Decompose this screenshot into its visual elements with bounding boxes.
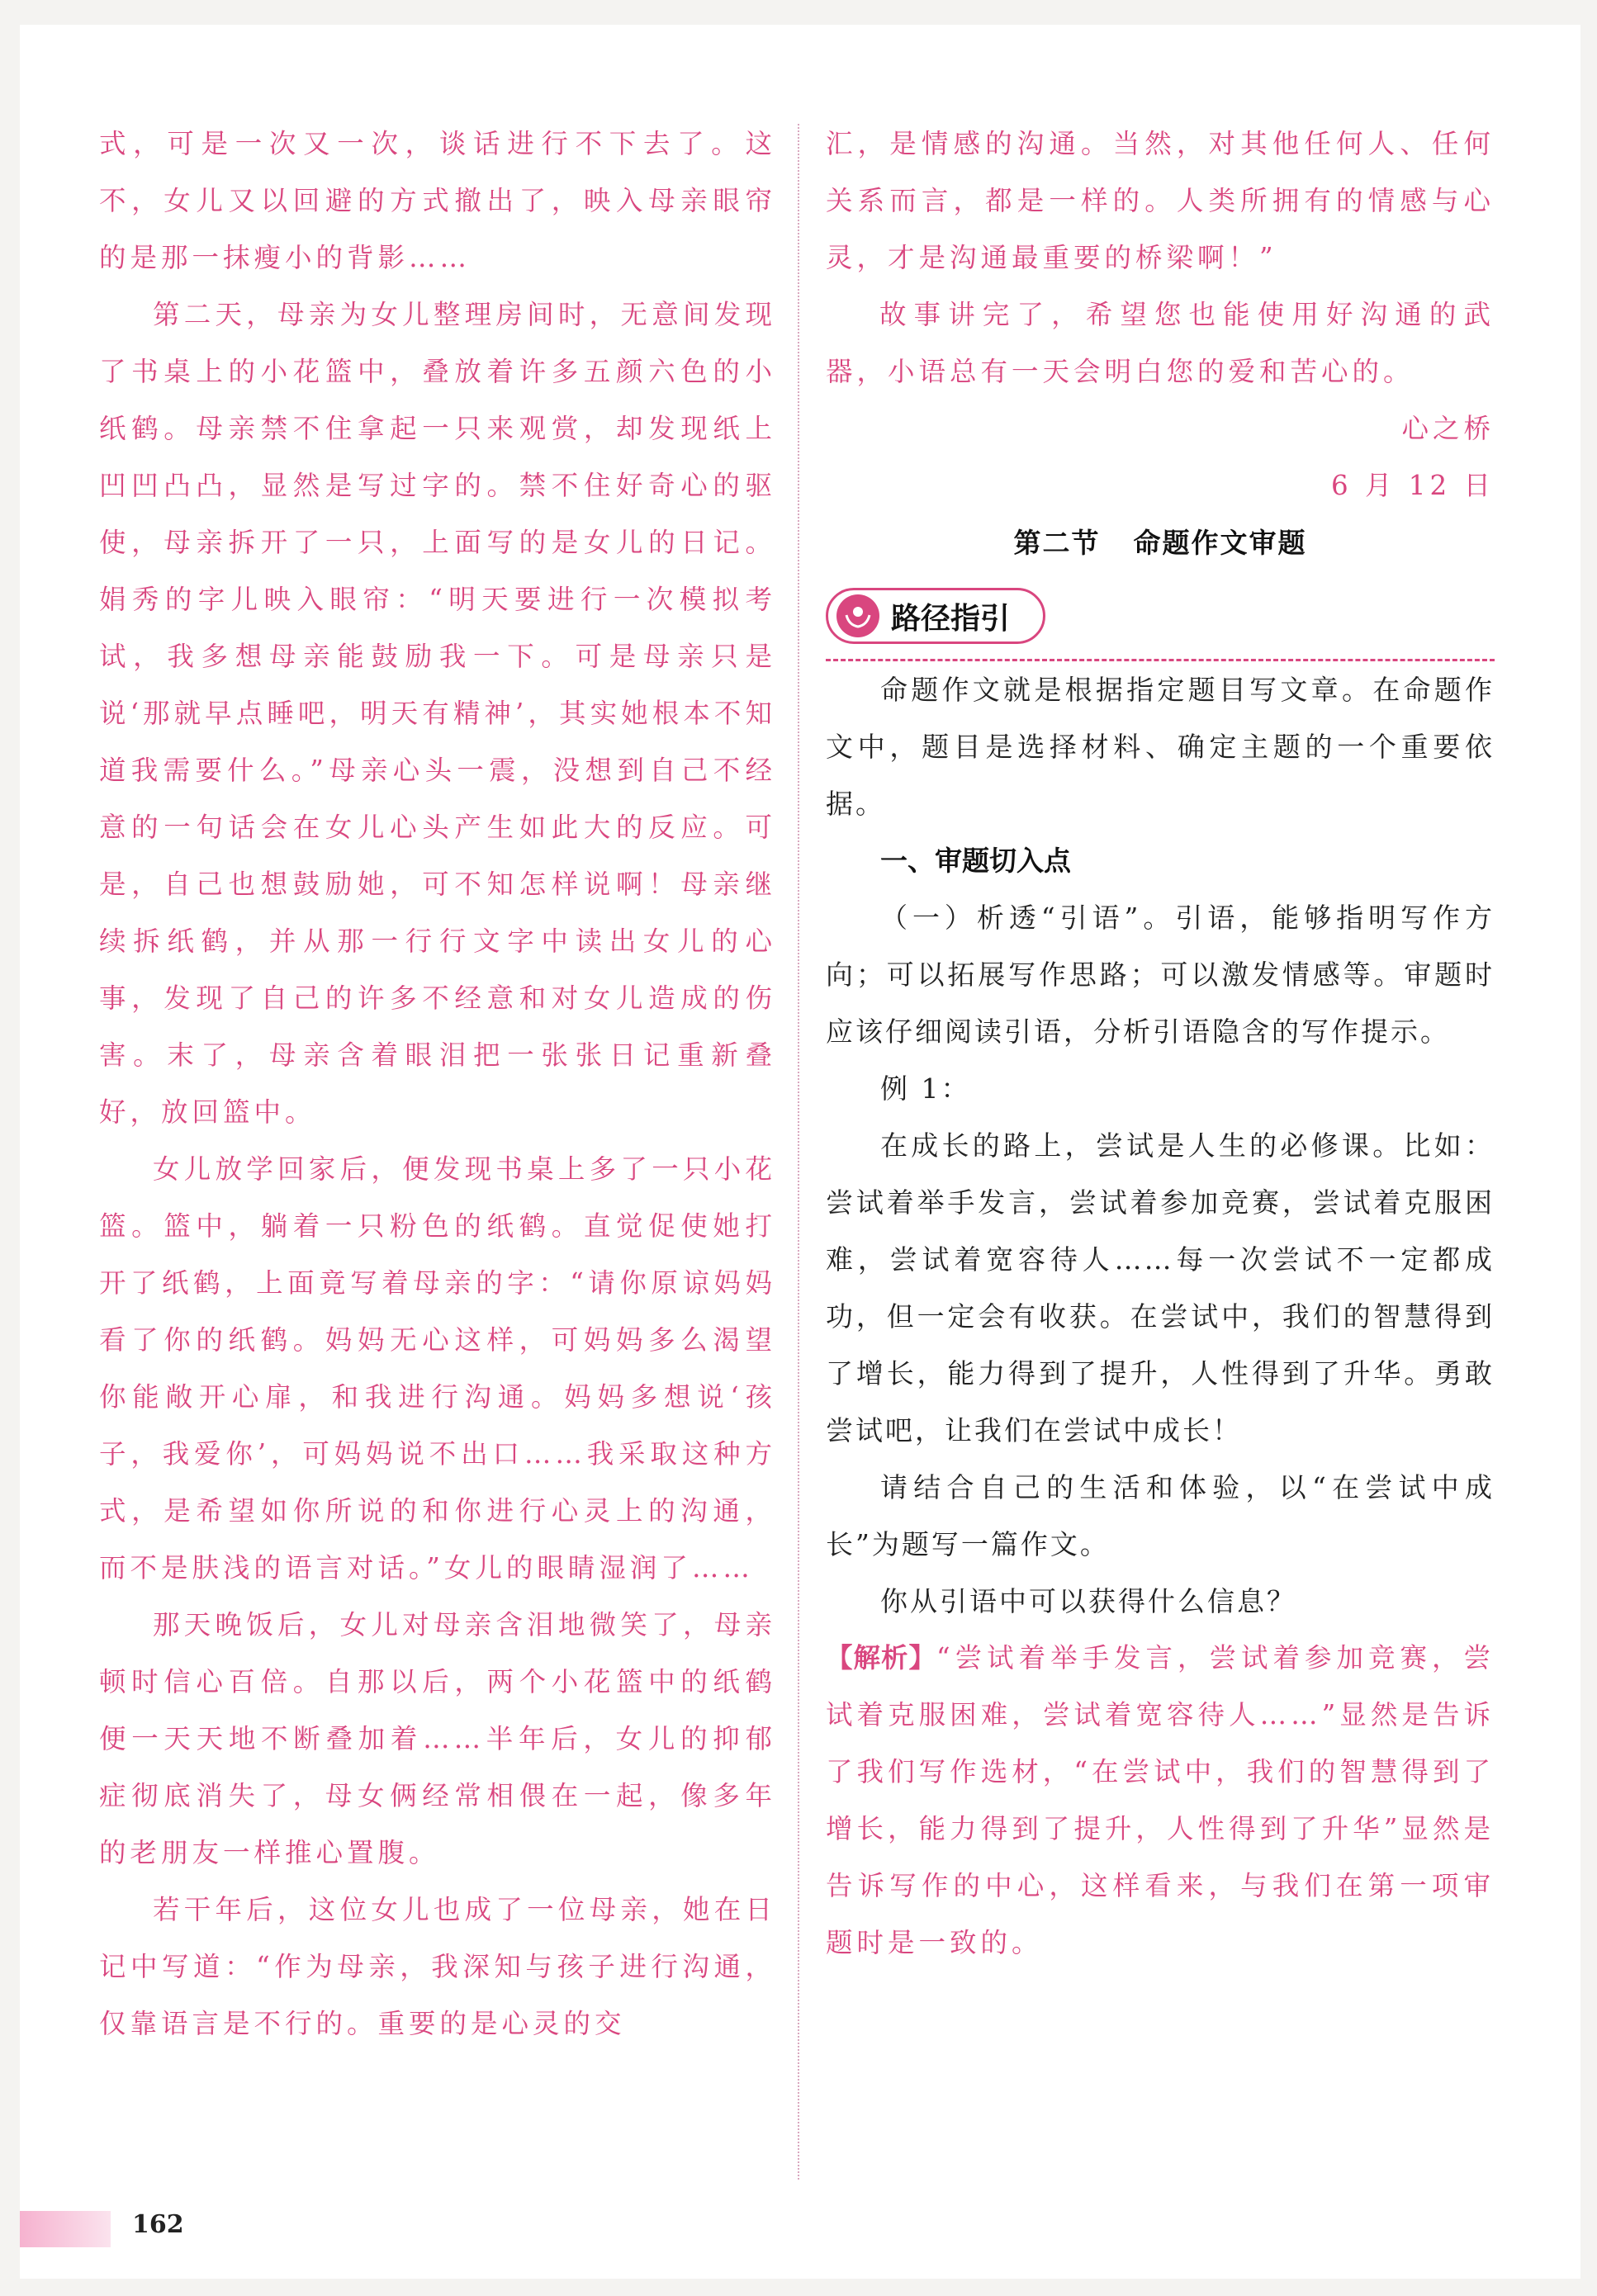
path-guide-label: 路径指引 <box>891 601 1011 636</box>
story-paragraph: 那天晚饭后，女儿对母亲含泪地微笑了，母亲顿时信心百倍。自那以后，两个小花篮中的纸鹤便一天天地不断叠加着……半年后，女儿的抑郁症彻底消失了，母女俩经常相偎在一起，像多年的老朋友一样推心置腹。 <box>99 1609 776 1868</box>
letter-date: 6 月 12 日 <box>1330 470 1495 501</box>
example-label: 例 1： <box>880 1072 971 1105</box>
footer-decoration <box>20 2211 111 2247</box>
story-paragraph: 第二天，母亲为女儿整理房间时，无意间发现了书桌上的小花篮中，叠放着许多五颜六色的小纸鹤。母亲禁不住拿起一只来观赏，却发现纸上凹凹凸凸，显然是写过字的。禁不住好奇心的驱使，母亲拆开了一只，上面写的是女儿的日记。娟秀的字儿映入眼帘：“明天要进行一次模拟考试，我多想母亲能鼓励我一下。可是母亲只是说‘那就早点睡吧，明天有精神’，其实她根本不知道我需要什么。”母亲心头一震，没想到自己不经意的一句话会在女儿心头产生如此大的反应。可是，自己也想鼓励她，可不知怎样说啊！母亲继续拆纸鹤，并从那一行行文字中读出女儿的心事，发现了自己的许多不经意和对女儿造成的伤害。末了，母亲含着眼泪把一张张日记重新叠好，放回篮中。 <box>99 299 776 1128</box>
right-column <box>826 116 1495 1972</box>
left-column <box>99 116 776 2052</box>
example-text: 在成长的路上，尝试是人生的必修课。比如：尝试着举手发言，尝试着参加竞赛，尝试着克服困难，尝试着宽容待人……每一次尝试不一定都成功，但一定会有收获。在尝试中，我们的智慧得到了增长，能力得到了提升，人性得到了升华。勇敢尝试吧，让我们在尝试中成长！ <box>826 1129 1495 1446</box>
path-guide-header <box>826 571 1495 661</box>
letter-signature: 心之桥 <box>1401 413 1495 444</box>
letter-paragraph: 故事讲完了，希望您也能使用好沟通的武器，小语总有一天会明白您的爱和苦心的。 <box>826 299 1495 387</box>
hands-icon <box>836 594 879 637</box>
path-guide-divider <box>826 659 1495 661</box>
analysis-tag: 【解析】 <box>826 1642 936 1673</box>
letter-paragraph: 汇，是情感的沟通。当然，对其他任何人、任何关系而言，都是一样的。人类所拥有的情感与心灵，才是沟通最重要的桥梁啊！” <box>826 128 1495 273</box>
story-paragraph: 式，可是一次又一次，谈话进行不下去了。这不，女儿又以回避的方式撤出了，映入母亲眼帘的是那一抹瘦小的背影…… <box>99 128 776 273</box>
point-paragraph: （一）析透“引语”。引语，能够指明写作方向；可以拓展写作思路；可以激发情感等。审题时应该仔细阅读引语，分析引语隐含的写作提示。 <box>826 902 1495 1048</box>
subheading: 一、审题切入点 <box>880 845 1071 877</box>
column-divider <box>798 124 799 2180</box>
analysis-paragraph <box>826 1630 1495 1972</box>
intro-paragraph: 命题作文就是根据指定题目写文章。在命题作文中，题目是选择材料、确定主题的一个重要依据。 <box>826 674 1495 820</box>
section-title <box>826 514 1495 571</box>
section-number: 第二节 <box>1013 527 1101 559</box>
path-guide-badge <box>826 588 1045 644</box>
section-name: 命题作文审题 <box>1133 527 1307 559</box>
analysis-text: “尝试着举手发言，尝试着参加竞赛，尝试着克服困难，尝试着宽容待人……”显然是告诉了我们写作选材，“在尝试中，我们的智慧得到了增长，能力得到了提升，人性得到了升华”显然是告诉写作的中心，这样看来，与我们在第一项审题时是一致的。 <box>826 1642 1495 1958</box>
page-number: 162 <box>132 2210 184 2239</box>
question-paragraph: 你从引语中可以获得什么信息？ <box>880 1585 1296 1617</box>
story-paragraph: 女儿放学回家后，便发现书桌上多了一只小花篮。篮中，躺着一只粉色的纸鹤。直觉促使她打开了纸鹤，上面竟写着母亲的字：“请你原谅妈妈看了你的纸鹤。妈妈无心这样，可妈妈多么渴望你能敞开心扉，和我进行沟通。妈妈多想说‘孩子，我爱你’，可妈妈说不出口……我采取这种方式，是希望如你所说的和你进行心灵上的沟通，而不是肤浅的语言对话。”女儿的眼睛湿润了…… <box>99 1153 776 1584</box>
task-paragraph: 请结合自己的生活和体验，以“在尝试中成长”为题写一篇作文。 <box>826 1471 1495 1560</box>
story-paragraph: 若干年后，这位女儿也成了一位母亲，她在日记中写道：“作为母亲，我深知与孩子进行沟通，仅靠语言是不行的。重要的是心灵的交 <box>99 1894 776 2039</box>
